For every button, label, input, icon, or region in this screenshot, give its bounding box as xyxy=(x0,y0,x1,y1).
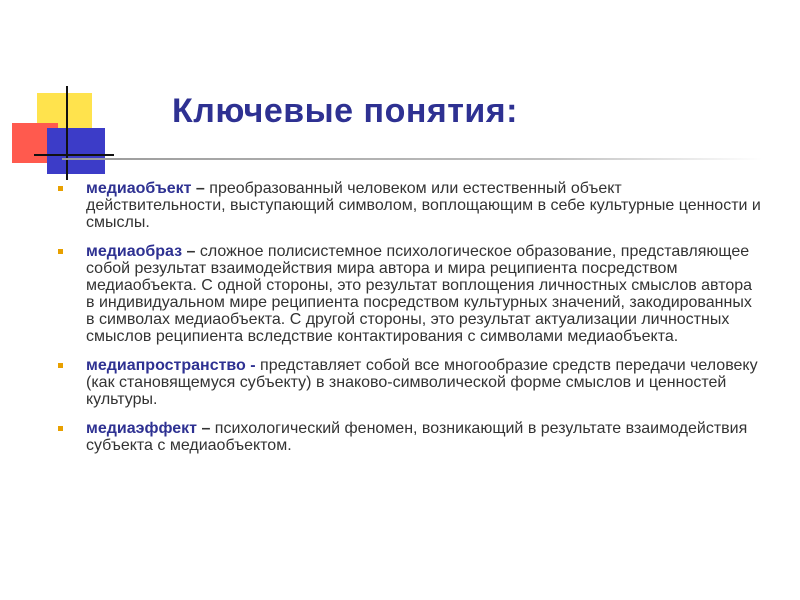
horizontal-line-shape xyxy=(34,154,114,156)
list-item xyxy=(54,420,764,454)
term-label: медиаэффект xyxy=(86,420,197,437)
list-item xyxy=(54,357,764,408)
term-definition: сложное полисистемное психологическое образование, представляющее собой результат взаимодействия мира автора и мира реципиента посредством медиаобъекта. С одной стороны, это результат воплощения личностных смыслов автора в индивидуальном мире реципиента посредством культурных значений, закодированных в символах медиаобъекта. С другой стороны, это результат актуализации личностных смыслов реципиента вследствие контактирования с символами медиаобъекта. xyxy=(86,243,753,345)
bullet-icon xyxy=(58,363,63,368)
decorative-squares-logo xyxy=(0,0,120,180)
term-separator: – xyxy=(182,243,200,260)
term-definition: психологический феномен, возникающий в результате взаимодействия субъекта с медиаобъектом. xyxy=(86,420,748,454)
term-separator: – xyxy=(191,180,210,197)
term-label: медиаобраз xyxy=(86,243,183,260)
page-title: Ключевые понятия: xyxy=(172,92,518,130)
list-item xyxy=(54,243,764,345)
list-item xyxy=(54,180,764,231)
term-separator: - xyxy=(245,357,261,374)
definition-list xyxy=(54,180,764,466)
blue-square-shape xyxy=(47,128,105,174)
term-separator: – xyxy=(197,420,215,437)
term-definition: представляет собой все многообразие средств передачи человеку (как становящемуся субъекту) в знаково-символической форме смыслов и ценностей культуры. xyxy=(86,357,758,408)
term-definition: преобразованный человеком или естественный объект действительности, выступающий символом, воплощающим в себе культурные ценности и смыслы. xyxy=(86,180,761,231)
term-label: медиапространство xyxy=(86,357,246,374)
bullet-icon xyxy=(58,249,63,254)
bullet-icon xyxy=(58,186,63,191)
term-label: медиаобъект xyxy=(86,180,192,197)
bullet-icon xyxy=(58,426,63,431)
title-divider xyxy=(62,158,762,160)
vertical-line-shape xyxy=(66,86,68,180)
